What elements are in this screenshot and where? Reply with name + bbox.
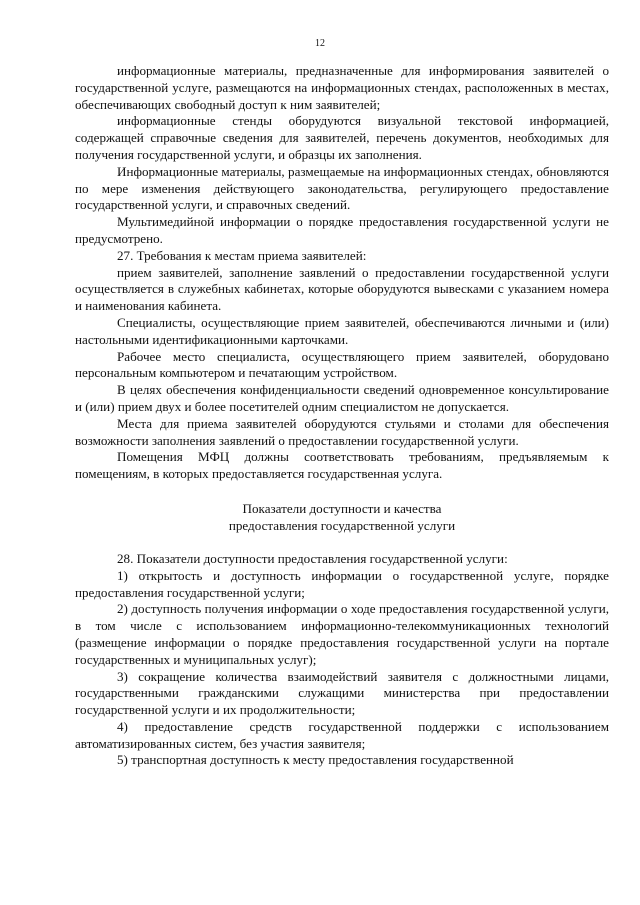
paragraph: Места для приема заявителей оборудуются стульями и столами для обеспечения возможности заполнения заявлений о предоставлении государственной услуги. <box>75 415 609 448</box>
section-heading-line: Показатели доступности и качества <box>242 500 442 516</box>
paragraph: Помещения МФЦ должны соответствовать требованиям, предъявляемым к помещениям, в которых предоставляется государственная услуга. <box>75 449 609 482</box>
list-item: 2) доступность получения информации о ходе предоставления государственной услуги, в том числе с использованием информационно-телекоммуникационных технологий (размещение информации о порядке предоставления государственной услуги на портале государственных и муниципальных услуг); <box>75 601 609 667</box>
paragraph: прием заявителей, заполнение заявлений о предоставлении государственной услуги осуществляется в служебных кабинетах, которые оборудуются вывесками с указанием номера и наименования кабинета. <box>75 264 609 314</box>
list-item: 3) сокращение количества взаимодействий заявителя с должностными лицами, государственными гражданскими служащими министерства при предоставлении государственной услуги и их продолжительности; <box>75 668 609 718</box>
paragraph: информационные материалы, предназначенные для информирования заявителей о государственной услуге, размещаются на информационных стендах, расположенных в местах, обеспечивающих свободный доступ к ним заявителей; <box>75 63 609 112</box>
page-number: 12 <box>315 38 325 49</box>
paragraph: В целях обеспечения конфиденциальности сведений одновременное консультирование и (или) прием двух и более посетителей одним специалистом не допускается. <box>75 382 609 414</box>
section-item-27: 27. Требования к местам приема заявителей: <box>117 247 367 263</box>
section-heading <box>75 500 609 534</box>
list-item: 4) предоставление средств государственной поддержки с использованием автоматизированных систем, без участия заявителя; <box>75 718 609 751</box>
paragraph: информационные стенды оборудуются визуальной текстовой информацией, содержащей справочные сведения для заявителей, перечень документов, необходимых для получения государственной услуги, и образцы их заполнения. <box>75 113 609 162</box>
list-item: 5) транспортная доступность к месту предоставления государственной <box>117 752 514 768</box>
paragraph: Рабочее место специалиста, осуществляющего прием заявителей, оборудовано персональным компьютером и печатающим устройством. <box>75 348 609 381</box>
document-body <box>75 63 609 769</box>
paragraph: Мультимедийной информации о порядке предоставления государственной услуги не предусмотрено. <box>75 214 609 246</box>
paragraph: Специалисты, осуществляющие прием заявителей, обеспечиваются личными и (или) настольными идентификационными карточками. <box>75 314 609 347</box>
paragraph: Информационные материалы, размещаемые на информационных стендах, обновляются по мере изменения действующего законодательства, регулирующего предоставление государственной услуги, и справочных сведений. <box>75 163 609 213</box>
section-item-28: 28. Показатели доступности предоставления государственной услуги: <box>117 550 508 566</box>
section-heading-line: предоставления государственной услуги <box>228 517 456 533</box>
list-item: 1) открытость и доступность информации о государственной услуге, порядке предоставления государственной услуги; <box>75 567 609 600</box>
